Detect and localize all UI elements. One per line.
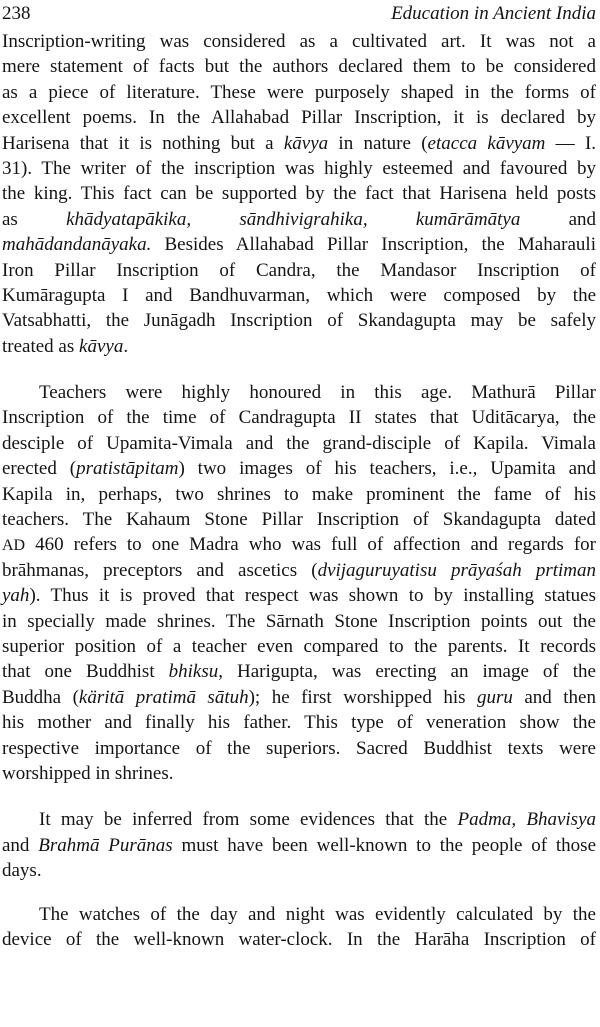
page-number: 238 — [2, 3, 31, 24]
running-head: Education in Ancient India — [391, 3, 596, 24]
text-run: in specially made shrines. The Sārnath Stone Inscription points out the — [2, 610, 596, 632]
text-line — [2, 181, 596, 206]
italic-term: Brahmā Purānas — [38, 834, 173, 856]
text-line — [2, 456, 596, 481]
text-run: respective importance of the superiors. Sacred Buddhist texts were — [2, 737, 596, 759]
text-run: his mother and finally his father. This type of veneration show the — [2, 712, 596, 734]
text-line — [2, 634, 596, 659]
text-run: and — [2, 834, 39, 856]
text-run: as — [2, 208, 67, 230]
text-run: Teachers were highly honoured in this age. Mathurā Pillar — [39, 382, 596, 404]
paragraph-gap — [2, 359, 596, 380]
text-run: Buddha ( — [2, 686, 79, 708]
text-line — [2, 507, 596, 532]
text-run: ); he first worshipped his — [248, 686, 477, 708]
text-line — [2, 532, 596, 557]
italic-term: dvijaguruyatisu prāyaśah prtiman — [317, 559, 596, 581]
text-line — [2, 283, 596, 308]
italic-term: guru — [476, 686, 513, 708]
text-line — [2, 710, 596, 735]
text-run: the king. This fact can be supported by the fact that Harisena held posts — [2, 183, 596, 205]
text-line — [2, 380, 596, 405]
text-run: desciple of Upamita-Vimala and the grand-disciple of Kapila. Vimala — [2, 432, 596, 454]
text-line — [2, 583, 596, 608]
text-line — [2, 927, 596, 952]
text-line — [2, 29, 596, 54]
italic-term: pratistāpitam — [76, 458, 179, 480]
text-run: excellent poems. In the Allahabad Pillar Inscription, it is declared by — [2, 107, 596, 129]
italic-term: Padma, Bhavisya — [457, 809, 596, 831]
italic-term: kāvya — [79, 335, 124, 357]
text-run: ) two images of his teachers, i.e., Upamita and — [178, 458, 596, 480]
text-line — [2, 736, 596, 761]
paragraph — [2, 902, 596, 953]
paragraph — [2, 380, 596, 786]
paragraph — [2, 807, 596, 883]
text-line — [2, 258, 596, 283]
italic-term: khādyatapākika, sāndhivigrahika, kumārāmātya — [66, 208, 521, 230]
text-run: Inscription-writing was considered as a cultivated art. It was not a — [2, 31, 596, 52]
text-run: 460 refers to one Madra who was full of affection and regards for — [25, 534, 596, 556]
text-run: in nature ( — [328, 132, 428, 154]
text-run: and — [520, 208, 597, 230]
text-run: , Harigupta, was erecting an image of the — [218, 661, 596, 683]
italic-term: kāvya — [283, 132, 329, 154]
text-run: It may be inferred from some evidences that the — [39, 809, 458, 831]
text-run: ). Thus it is proved that respect was shown to by installing statues — [29, 585, 596, 607]
text-run: Inscription of the time of Candragupta II states that Uditācarya, the — [2, 407, 596, 429]
paragraph-gap — [2, 884, 596, 902]
text-run: Harisena that it is nothing but a — [2, 132, 284, 154]
text-line — [2, 308, 596, 333]
text-run: days. — [2, 860, 42, 882]
text-run: erected ( — [2, 458, 77, 480]
small-caps-text: AD — [2, 537, 26, 555]
text-run: superior position of a teacher even compared to the parents. It records — [2, 635, 596, 657]
text-line — [2, 156, 596, 181]
text-line — [2, 833, 596, 858]
text-run: worshipped in shrines. — [2, 762, 174, 784]
body-text — [2, 29, 596, 952]
text-run: must have been well-known to the people of those — [172, 834, 597, 856]
text-run: Vatsabhatti, the Junāgadh Inscription of Skandagupta may be safely — [2, 310, 596, 332]
text-line — [2, 685, 596, 710]
italic-term: bhiksu — [168, 661, 219, 683]
text-run: . — [123, 335, 129, 357]
text-line — [2, 207, 596, 232]
text-line — [2, 482, 596, 507]
text-run: Kapila in, perhaps, two shrines to make prominent the fame of his — [2, 483, 596, 505]
text-run: The watches of the day and night was evidently calculated by the — [39, 903, 596, 925]
text-run: treated as — [2, 335, 80, 357]
text-run: Kumāragupta I and Bandhuvarman, which were composed by the — [2, 284, 596, 306]
paragraph-gap — [2, 786, 596, 807]
italic-term: käritā pratimā sātuh — [78, 686, 249, 708]
text-run: teachers. The Kahaum Stone Pillar Inscription of Skandagupta dated — [2, 509, 596, 531]
text-line — [2, 431, 596, 456]
text-run: 31). The writer of the inscription was highly esteemed and favoured by — [2, 157, 596, 179]
text-run: that one Buddhist — [2, 661, 169, 683]
text-line — [2, 858, 596, 883]
text-line — [2, 609, 596, 634]
text-run: — I. — [545, 132, 597, 154]
text-run: device of the well-known water-clock. In the Harāha Inscription of — [2, 928, 596, 950]
italic-term: etacca kāvyam — [427, 132, 546, 154]
text-run: as a piece of literature. These were purposely shaped in the forms of — [2, 81, 596, 103]
text-run: Besides Allahabad Pillar Inscription, the Maharauli — [151, 234, 596, 256]
text-run: brāhmanas, preceptors and ascetics ( — [2, 559, 318, 581]
text-run: Iron Pillar Inscription of Candra, the Mandasor Inscription of — [2, 259, 596, 281]
page-header — [2, 0, 596, 29]
text-line — [2, 54, 596, 79]
text-line — [2, 659, 596, 684]
text-line — [2, 558, 596, 583]
text-line — [2, 232, 596, 257]
text-line — [2, 131, 596, 156]
italic-term: mahādandanāyaka. — [2, 234, 152, 256]
text-run: and then — [512, 686, 596, 708]
text-line — [2, 761, 596, 786]
text-line — [2, 807, 596, 832]
paragraph — [2, 29, 596, 359]
text-line — [2, 105, 596, 130]
text-line — [2, 405, 596, 430]
text-line — [2, 334, 596, 359]
text-line — [2, 80, 596, 105]
italic-term: yah — [2, 585, 30, 607]
text-run: mere statement of facts but the authors declared them to be considered — [2, 56, 596, 78]
text-line — [2, 902, 596, 927]
